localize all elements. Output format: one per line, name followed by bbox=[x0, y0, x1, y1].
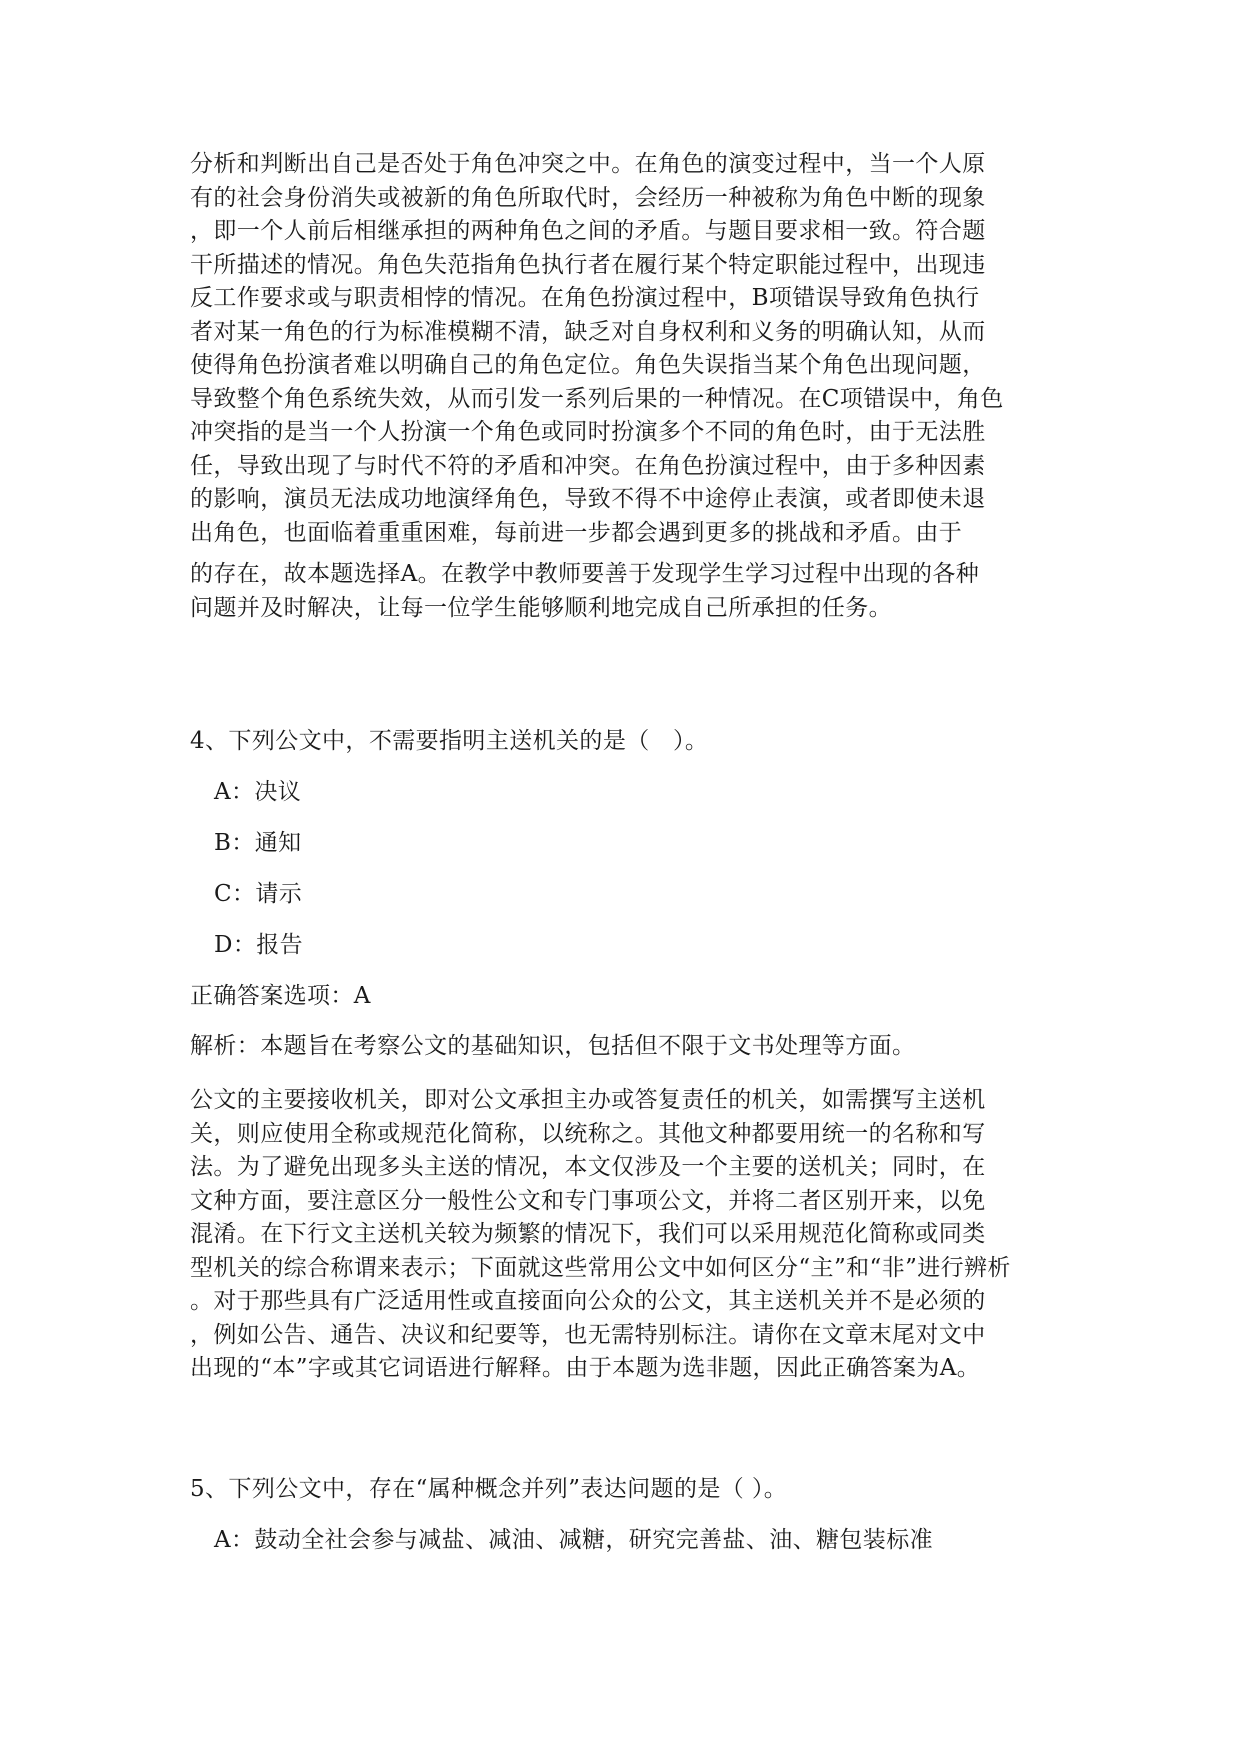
question-4-answer: 正确答案选项：A bbox=[190, 983, 371, 1009]
text-line: 有的社会身份消失或被新的角色所取代时，会经历一种被称为角色中断的现象 bbox=[190, 184, 986, 211]
text-line: 混淆。在下行文主送机关较为频繁的情况下，我们可以采用规范化简称或同类 bbox=[190, 1221, 986, 1247]
question-4-option-d: D：报告 bbox=[214, 932, 304, 958]
text-line: 出现的“本”字或其它词语进行解释。由于本题为选非题，因此正确答案为A。 bbox=[190, 1355, 981, 1381]
text-line: 分析和判断出自己是否处于角色冲突之中。在角色的演变过程中，当一个人原 bbox=[190, 151, 986, 177]
text-line: 的影响，演员无法成功地演绎角色，导致不得不中途停止表演，或者即使未退 bbox=[190, 486, 986, 512]
text-line: ，即一个人前后相继承担的两种角色之间的矛盾。与题目要求相一致。符合题 bbox=[190, 218, 986, 244]
text-line: 导致整个角色系统失效，从而引发一系列后果的一种情况。在C项错误中，角色 bbox=[190, 385, 1004, 412]
text-line: ，例如公告、通告、决议和纪要等，也无需特别标注。请你在文章末尾对文中 bbox=[190, 1321, 986, 1348]
text-line: 法。为了避免出现多头主送的情况，本文仅涉及一个主要的送机关；同时，在 bbox=[190, 1154, 986, 1180]
question-4-option-b: B：通知 bbox=[214, 830, 302, 856]
question-4-option-c: C：请示 bbox=[214, 881, 303, 907]
question-4-title: 4、下列公文中，不需要指明主送机关的是（ ）。 bbox=[190, 728, 709, 754]
text-line: 的存在，故本题选择A。在教学中教师要善于发现学生学习过程中出现的各种 bbox=[190, 561, 980, 587]
text-line: 者对某一角色的行为标准模糊不清，缺乏对自身权利和义务的明确认知，从而 bbox=[190, 318, 986, 345]
text-line: 出角色，也面临着重重困难，每前进一步都会遇到更多的挑战和矛盾。由于 bbox=[190, 519, 963, 546]
previous-analysis-tail bbox=[190, 558, 1070, 625]
text-line: 文种方面，要注意区分一般性公文和专门事项公文，并将二者区别开来，以免 bbox=[190, 1187, 986, 1214]
question-4-analysis-paragraph bbox=[190, 1084, 1070, 1386]
text-line: 任，导致出现了与时代不符的矛盾和冲突。在角色扮演过程中，由于多种因素 bbox=[190, 452, 986, 479]
text-line: 关，则应使用全称或规范化简称，以统称之。其他文种都要用统一的名称和写 bbox=[190, 1120, 986, 1147]
text-line: 问题并及时解决，让每一位学生能够顺利地完成自己所承担的任务。 bbox=[190, 594, 892, 621]
question-5-title: 5、下列公文中，存在“属种概念并列”表达问题的是（ ）。 bbox=[190, 1476, 788, 1502]
text-line: 反工作要求或与职责相悖的情况。在角色扮演过程中，B项错误导致角色执行 bbox=[190, 285, 980, 311]
text-line: 干所描述的情况。角色失范指角色执行者在履行某个特定职能过程中，出现违 bbox=[190, 251, 986, 278]
question-4-analysis-head: 解析：本题旨在考察公文的基础知识，包括但不限于文书处理等方面。 bbox=[190, 1033, 916, 1059]
text-line: 公文的主要接收机关，即对公文承担主办或答复责任的机关，如需撰写主送机 bbox=[190, 1087, 986, 1113]
question-4-option-a: A：决议 bbox=[214, 779, 302, 805]
previous-analysis-paragraph bbox=[190, 148, 1070, 550]
text-line: 。对于那些具有广泛适用性或直接面向公众的公文，其主送机关并不是必须的 bbox=[190, 1288, 986, 1314]
text-line: 使得角色扮演者难以明确自己的角色定位。角色失误指当某个角色出现问题， bbox=[190, 352, 986, 378]
question-5-option-a: A：鼓动全社会参与减盐、减油、减糖，研究完善盐、油、糖包装标准 bbox=[214, 1527, 934, 1553]
text-line: 冲突指的是当一个人扮演一个角色或同时扮演多个不同的角色时，由于无法胜 bbox=[190, 419, 986, 445]
text-line: 型机关的综合称谓来表示；下面就这些常用公文中如何区分“主”和“非”进行辨析 bbox=[190, 1254, 1011, 1281]
